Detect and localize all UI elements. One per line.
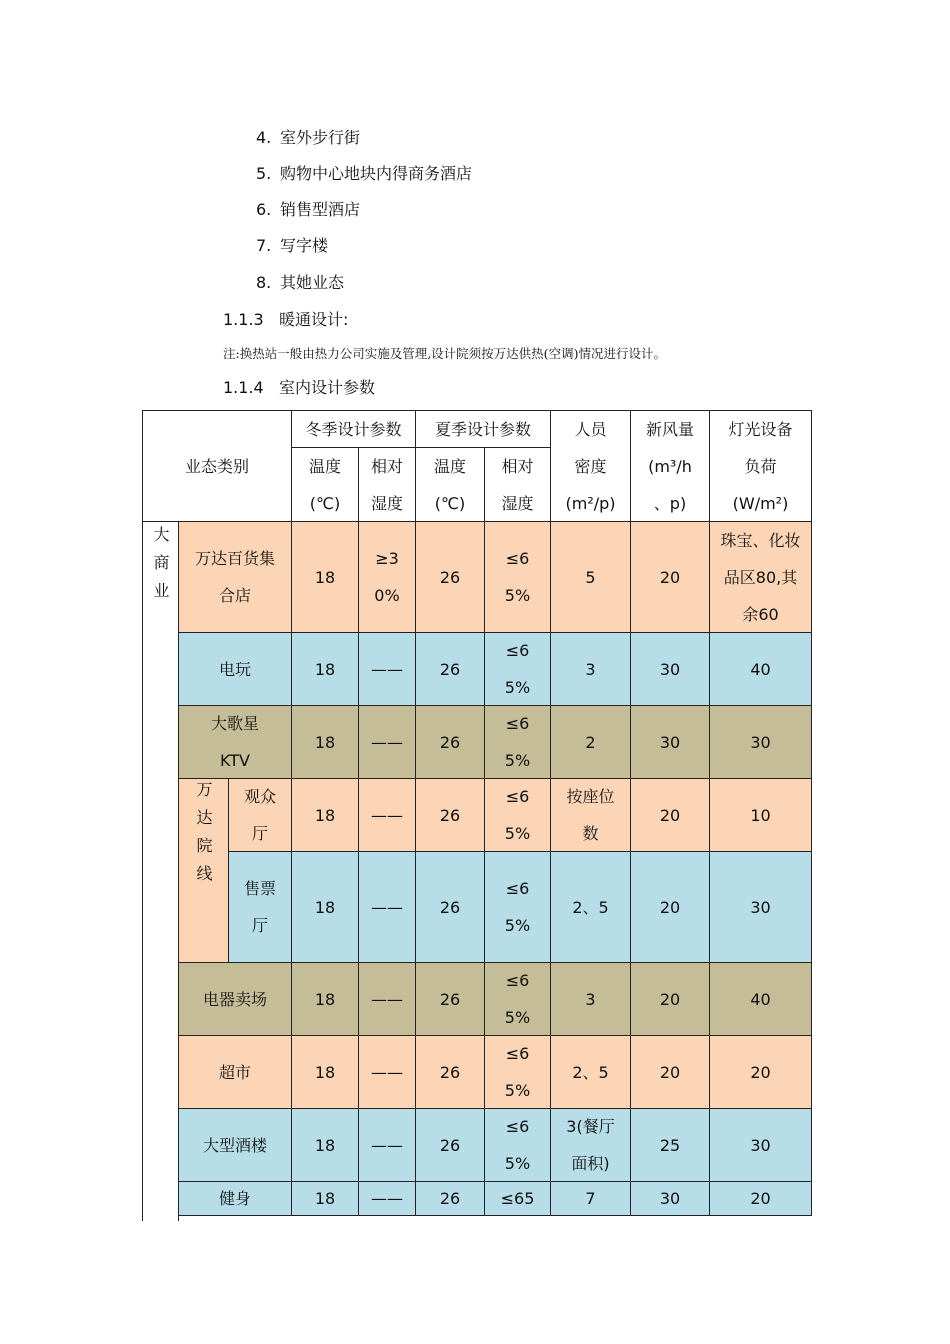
winter-temp: 18 <box>291 778 359 852</box>
header-summer: 夏季设计参数 <box>415 410 551 448</box>
summer-rh: ≤65% <box>484 1108 551 1182</box>
light-load: 30 <box>709 1108 812 1182</box>
winter-rh: —— <box>358 705 416 779</box>
summer-temp: 26 <box>415 1181 485 1216</box>
header-rh-line1: 相对 <box>501 456 534 476</box>
winter-temp: 18 <box>291 705 359 779</box>
winter-temp: 18 <box>291 1108 359 1182</box>
winter-temp: 18 <box>291 632 359 706</box>
header-air-line2: (m³/h <box>648 456 692 476</box>
light-load: 20 <box>709 1035 812 1109</box>
row-name: 健身 <box>178 1181 292 1216</box>
summer-temp: 26 <box>415 521 485 633</box>
winter-temp: 18 <box>291 851 359 963</box>
summer-temp: 26 <box>415 705 485 779</box>
fresh-air: 25 <box>630 1108 710 1182</box>
header-density-line2: 密度 <box>574 456 607 476</box>
cinema-label-cell <box>178 778 229 963</box>
fresh-air: 20 <box>630 778 710 852</box>
list-text: 购物中心地块内得商务酒店 <box>280 164 473 183</box>
cinema-label: 万达院线 <box>194 781 213 893</box>
list-number: 6. <box>256 200 272 219</box>
row-name: 售票厅 <box>228 851 292 963</box>
row-name: 超市 <box>178 1035 292 1109</box>
header-winter-rh <box>358 447 416 522</box>
summer-temp: 26 <box>415 851 485 963</box>
note-text: 注:换热站一般由热力公司实施及管理,设计院须按万达供热(空调)情况进行设计。 <box>223 346 666 361</box>
header-category: 业态类别 <box>142 410 292 522</box>
row-name: 大歌星KTV <box>178 705 292 779</box>
density: 7 <box>550 1181 631 1216</box>
group-label: 大商业 <box>151 526 170 610</box>
header-light-line2: 负荷 <box>744 456 777 476</box>
list-number: 4. <box>256 128 272 147</box>
light-load: 40 <box>709 962 812 1036</box>
fresh-air: 30 <box>630 705 710 779</box>
winter-rh: —— <box>358 962 416 1036</box>
summer-rh: ≤65% <box>484 778 551 852</box>
fresh-air: 20 <box>630 521 710 633</box>
list-item <box>256 164 472 184</box>
header-rh-line2: 湿度 <box>370 493 403 513</box>
fresh-air: 20 <box>630 962 710 1036</box>
header-air-line3: 、p) <box>653 493 687 513</box>
header-temp-label: 温度 <box>433 456 466 476</box>
header-temp-label: 温度 <box>308 456 341 476</box>
list-item <box>256 236 328 256</box>
light-load: 珠宝、化妆品区80,其余60 <box>709 521 812 633</box>
list-text: 室外步行街 <box>280 128 361 147</box>
summer-rh: ≤65% <box>484 851 551 963</box>
light-load: 30 <box>709 705 812 779</box>
summer-rh: ≤65% <box>484 521 551 633</box>
section-title: 暖通设计: <box>279 310 349 329</box>
winter-temp: 18 <box>291 962 359 1036</box>
list-text: 销售型酒店 <box>280 200 361 219</box>
density: 3 <box>550 632 631 706</box>
winter-rh: —— <box>358 1035 416 1109</box>
light-load: 40 <box>709 632 812 706</box>
list-number: 8. <box>256 273 272 292</box>
group-label-cell <box>142 521 179 1221</box>
list-number: 5. <box>256 164 272 183</box>
summer-rh: ≤65% <box>484 962 551 1036</box>
summer-rh: ≤65% <box>484 1035 551 1109</box>
summer-temp: 26 <box>415 962 485 1036</box>
header-winter-temp <box>291 447 359 522</box>
summer-temp: 26 <box>415 778 485 852</box>
summer-rh: ≤65 <box>484 1181 551 1216</box>
density: 2、5 <box>550 851 631 963</box>
fresh-air: 30 <box>630 1181 710 1216</box>
winter-rh: —— <box>358 1108 416 1182</box>
density: 3(餐厅面积) <box>550 1108 631 1182</box>
section-number: 1.1.3 <box>223 310 264 329</box>
header-air-line1: 新风量 <box>645 419 694 439</box>
header-rh-line1: 相对 <box>370 456 403 476</box>
header-summer-rh <box>484 447 551 522</box>
light-load: 10 <box>709 778 812 852</box>
fresh-air: 20 <box>630 851 710 963</box>
row-name: 观众厅 <box>228 778 292 852</box>
density: 2 <box>550 705 631 779</box>
header-light-line1: 灯光设备 <box>728 419 793 439</box>
list-item <box>256 200 360 220</box>
light-load: 20 <box>709 1181 812 1216</box>
winter-rh: —— <box>358 778 416 852</box>
density: 2、5 <box>550 1035 631 1109</box>
list-item <box>256 273 344 293</box>
row-name: 万达百货集合店 <box>178 521 292 633</box>
list-item <box>256 128 360 148</box>
winter-rh: —— <box>358 632 416 706</box>
header-winter: 冬季设计参数 <box>291 410 416 448</box>
fresh-air: 20 <box>630 1035 710 1109</box>
winter-temp: 18 <box>291 1181 359 1216</box>
section-number: 1.1.4 <box>223 378 264 397</box>
header-temp-unit: (℃) <box>309 493 341 513</box>
density: 按座位数 <box>550 778 631 852</box>
summer-temp: 26 <box>415 1035 485 1109</box>
header-summer-temp <box>415 447 485 522</box>
row-name: 大型酒楼 <box>178 1108 292 1182</box>
list-text: 其她业态 <box>280 273 345 292</box>
list-number: 7. <box>256 236 272 255</box>
winter-rh: —— <box>358 851 416 963</box>
header-rh-line2: 湿度 <box>501 493 534 513</box>
winter-rh: ≥30% <box>358 521 416 633</box>
section-heading-1-1-3 <box>223 310 348 330</box>
summer-temp: 26 <box>415 1108 485 1182</box>
header-temp-unit: (℃) <box>434 493 466 513</box>
header-density-line1: 人员 <box>574 419 607 439</box>
section-title: 室内设计参数 <box>279 378 376 397</box>
header-light-unit: (W/m²) <box>732 493 789 513</box>
fresh-air: 30 <box>630 632 710 706</box>
winter-temp: 18 <box>291 521 359 633</box>
section-heading-1-1-4 <box>223 378 375 398</box>
winter-rh: —— <box>358 1181 416 1216</box>
row-name: 电器卖场 <box>178 962 292 1036</box>
summer-temp: 26 <box>415 632 485 706</box>
density: 5 <box>550 521 631 633</box>
row-name: 电玩 <box>178 632 292 706</box>
header-light-load <box>709 410 812 522</box>
light-load: 30 <box>709 851 812 963</box>
density: 3 <box>550 962 631 1036</box>
summer-rh: ≤65% <box>484 705 551 779</box>
list-text: 写字楼 <box>280 236 329 255</box>
header-fresh-air <box>630 410 710 522</box>
header-density <box>550 410 631 522</box>
winter-temp: 18 <box>291 1035 359 1109</box>
summer-rh: ≤65% <box>484 632 551 706</box>
header-density-unit: (m²/p) <box>565 493 616 513</box>
